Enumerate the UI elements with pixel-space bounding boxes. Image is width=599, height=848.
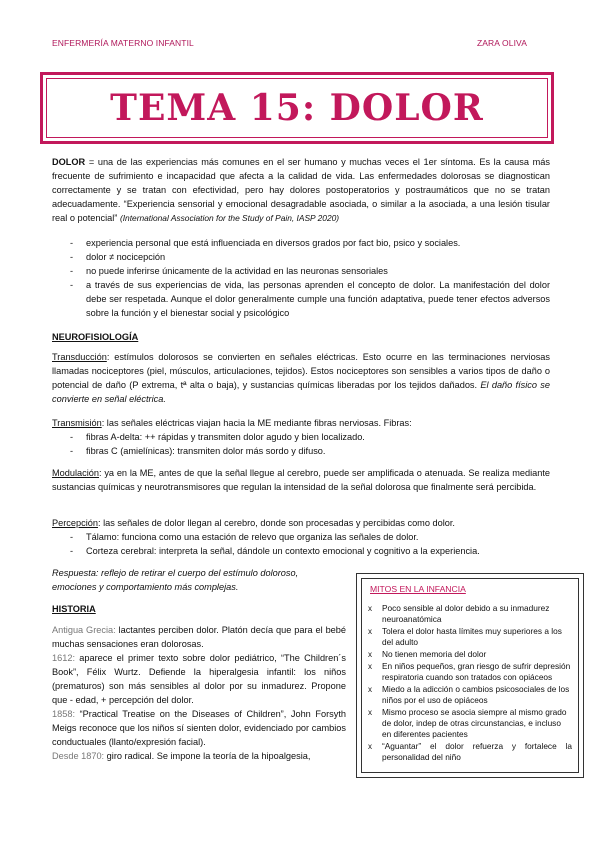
x-marker-icon: x [368, 685, 372, 694]
historia-item [52, 623, 346, 651]
title-box [40, 72, 554, 144]
transduccion-italic: El daño físico se convierte en señal eléctrica. [52, 380, 550, 404]
x-marker-icon: x [368, 604, 372, 613]
mito-text: Miedo a la adicción o cambios psicosociales de los niños por el uso de opiáceos [382, 684, 570, 705]
section-heading-neurofisiologia: NEUROFISIOLOGÍA [52, 332, 139, 342]
intro-quote: “Experiencia sensorial y emocional desagradable asociada, o similar a la asociada, a una lesión tisular real o potencial” [52, 199, 550, 223]
list-item: - Tálamo: funciona como una estación de relevo que organiza las señales de dolor. [52, 530, 550, 544]
historia-item [52, 707, 346, 749]
mitos-list [368, 603, 572, 763]
list-item: - dolor ≠ nocicepción [52, 250, 550, 264]
x-marker-icon: x [368, 742, 372, 751]
historia-item-text: “Practical Treatise on the Diseases of Children”, John Forsyth Meigs reconoce que los niños sí sienten dolor, evidenciado por cambios conductuales (llanto/expresión facial). [52, 709, 346, 747]
intro-bullet-list [52, 236, 550, 320]
transduccion-text: : estímulos dolorosos se convierten en señales eléctricas. Esto ocurre en las terminaciones nerviosas llamadas nociceptores (piel, músculos, articulaciones, tejidos). Estos nociceptores son sensibles a varios tipos de daño o potencial de daño (P extrema, tª alta o baja), y sustancias químicas liberadas por los tejidos dañados. [52, 352, 550, 390]
list-item [368, 661, 572, 683]
mito-text: Tolera el dolor hasta límites muy superiores a los del adulto [382, 626, 562, 647]
mito-text: Poco sensible al dolor debido a su inmadurez neuroanatómica [382, 603, 550, 624]
intro-source: (International Association for the Study of Pain, IASP 2020) [119, 213, 340, 223]
list-item [368, 684, 572, 706]
mito-text: En niños pequeños, gran riesgo de sufrir depresión respiratoria cuando son tratados con opiáceos [382, 661, 571, 682]
historia-item-label: 1612: [52, 653, 75, 663]
list-item: - experiencia personal que está influenciada en diversos grados por fact bio, psico y sociales. [52, 236, 550, 250]
list-item [368, 603, 572, 625]
list-item: - fibras C (amielínicas): transmiten dolor más sordo y difuso. [52, 444, 550, 458]
transmision-paragraph [52, 416, 550, 430]
modulacion-text: : ya en la ME, antes de que la señal llegue al cerebro, puede ser amplificada o atenuada. Se realiza mediante sustancias químicas y neurotransmisores que regulan la intensidad de la señal dolorosa que finalmente será percibida. [52, 468, 550, 492]
percepcion-list [52, 530, 550, 558]
x-marker-icon: x [368, 708, 372, 717]
page-title: TEMA 15: DOLOR [110, 87, 484, 129]
list-item: - no puede inferirse únicamente de la actividad en las neuronas sensoriales [52, 264, 550, 278]
section-heading-historia: HISTORIA [52, 604, 96, 614]
respuesta-note: Respuesta: reflejo de retirar el cuerpo del estímulo doloroso, emociones y comportamiento más complejas. [52, 568, 299, 592]
historia-item-label: 1858: [52, 709, 75, 719]
fibras-list [52, 430, 550, 458]
mitos-heading: MITOS EN LA INFANCIA [370, 584, 466, 594]
historia-item-label: Desde 1870: [52, 751, 105, 761]
header-subject: ENFERMERÍA MATERNO INFANTIL [52, 38, 194, 48]
x-marker-icon: x [368, 662, 372, 671]
mito-text: “Aguantar” el dolor refuerza y fortalece la personalidad del niño [382, 741, 572, 762]
list-item: - a través de sus experiencias de vida, las personas aprenden el concepto de dolor. La manifestación del dolor debe ser respetada. Aunque el dolor generalmente cumple una función adaptativa, puede tener efectos adversos sobre la función y el bienestar social y psicológico [52, 278, 550, 320]
transduccion-label: Transducción [52, 352, 107, 362]
intro-text: = una de las experiencias más comunes en el ser humano y muchas veces el 1er síntoma. Es la causa más frecuente de sufrimiento e incapacidad que afecta a la calidad de vida. Las enfermedades dolorosas se diagnostican correctamente y se tratan con efectividad, pero hay dolores postoperatorios y postraumáticos que no se tratan adecuadamente. [52, 157, 550, 209]
list-item [368, 626, 572, 648]
x-marker-icon: x [368, 627, 372, 636]
historia-item [52, 749, 346, 763]
mitos-box-inner [361, 578, 579, 773]
transmision-text: : las señales eléctricas viajan hacia la ME mediante fibras nerviosas. Fibras: [101, 418, 412, 428]
historia-item-text: aparece el primer texto sobre dolor pediátrico, “The Children´s Book”, Félix Wurtz. Defiende la hiperalgesia infantil: los niños (prematuros) son más sensibles al dolor por su inmadurez. Propone que - edad, + percepción del dolor. [52, 653, 346, 705]
historia-item-label: Antigua Grecia: [52, 625, 116, 635]
mitos-box [356, 573, 584, 778]
historia-item-text: lactantes perciben dolor. Platón decía que para el bebé muchas sensaciones eran dolorosas. [52, 625, 347, 649]
list-item: - Corteza cerebral: interpreta la señal, dándole un contexto emocional y cognitivo a la experiencia. [52, 544, 550, 558]
percepcion-label: Percepción [52, 518, 98, 528]
percepcion-paragraph [52, 516, 550, 530]
mito-text: Mismo proceso se asocia siempre al mismo grado de dolor, indep de otras circunstancias, e incluso en diferentes pacientes [382, 707, 567, 739]
list-item: - fibras A-delta: ++ rápidas y transmiten dolor agudo y bien localizado. [52, 430, 550, 444]
intro-term: DOLOR [52, 157, 86, 167]
modulacion-paragraph [52, 466, 550, 494]
historia-item-text: giro radical. Se impone la teoría de la hipoalgesia, [104, 751, 311, 761]
list-item [368, 707, 572, 740]
percepcion-text: : las señales de dolor llegan al cerebro, donde son procesadas y percibidas como dolor. [97, 518, 455, 528]
mito-text: No tienen memoria del dolor [382, 649, 487, 659]
modulacion-label: Modulación [52, 468, 99, 478]
list-item [368, 649, 572, 660]
intro-paragraph [52, 155, 550, 225]
historia-text [52, 623, 346, 763]
transmision-label: Transmisión [52, 418, 102, 428]
transduccion-paragraph [52, 350, 550, 406]
header-author: ZARA OLIVA [477, 38, 527, 48]
historia-item [52, 651, 346, 707]
x-marker-icon: x [368, 650, 372, 659]
list-item [368, 741, 572, 763]
